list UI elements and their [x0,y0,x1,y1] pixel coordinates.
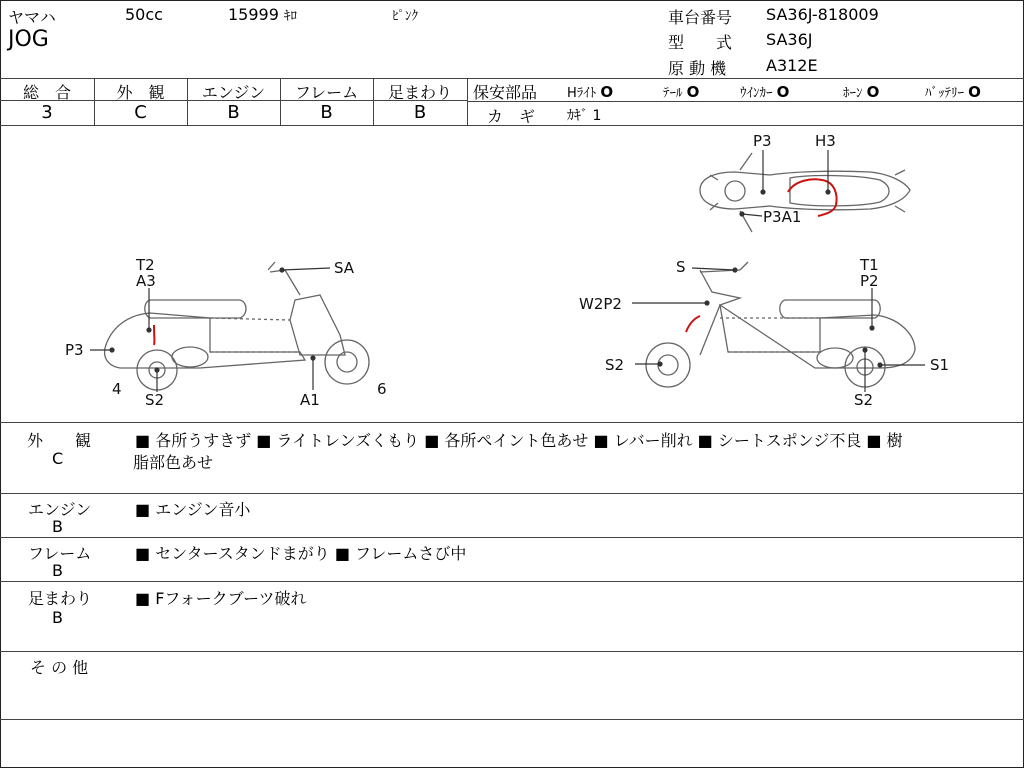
label-t1: T1 [860,256,879,274]
label-h3: H3 [815,132,836,150]
label-a1: A1 [300,391,320,409]
label-4: 4 [112,380,122,398]
label-p3: P3 [753,132,772,150]
frame-no: SA36J-818009 [766,5,879,24]
divider [0,581,1024,582]
grade-total: 3 [41,102,53,123]
label-s2-right-b: S2 [854,391,874,409]
safety-tail: ﾃｰﾙ O [663,83,700,101]
label-s1: S1 [930,356,950,374]
displacement: 50cc [125,5,163,24]
grade-engine: B [227,102,240,123]
scooter-top-view [700,153,910,232]
comment-label-engine: エンジン [28,500,92,519]
divider [0,651,1024,652]
label-t2: T2 [136,256,155,274]
safety-headlight: Hﾗｲﾄ O [567,83,614,101]
grade-frame-label: フレーム [294,83,359,102]
label-s2-left: S2 [145,391,165,409]
maker: ヤマハ [8,8,56,27]
comment-label-frame: フレーム [28,544,92,563]
mileage: 15999 ｷﾛ [228,5,297,24]
label-s: S [676,258,686,276]
comment-label-exterior: 外 観 [27,431,92,450]
safety-horn: ﾎｰﾝ O [843,83,880,101]
damage-mark [686,316,700,332]
divider [0,537,1024,538]
comment-grade-exterior: C [52,449,64,468]
color-value: ﾋﾟﾝｸ [392,9,418,24]
grade-engine-label: エンジン [201,83,266,102]
engine-label: 原 動 機 [668,59,727,78]
safety-battery: ﾊﾞｯﾃﾘｰ O [925,83,981,101]
label-6: 6 [377,380,387,398]
label-a3: A3 [136,272,156,290]
key-value: ｶｷﾞ 1 [567,108,602,124]
grade-suspension-label: 足まわり [387,83,452,102]
comment-grade-frame: B [52,561,63,580]
safety-winker: ｳｲﾝｶｰ O [740,83,790,101]
comment-label-other: そ の 他 [30,658,89,677]
comment-text-suspension: ■ Fフォークブーツ破れ [135,589,307,608]
grade-exterior-label: 外 観 [116,83,165,102]
frame-no-label: 車台番号 [668,8,733,27]
comment-text-exterior-cont: 脂部色あせ [133,453,214,472]
engine-value: A312E [766,56,818,75]
grade-total-label: 総 合 [22,83,71,102]
comment-text-engine: ■ エンジン音小 [135,500,251,519]
grade-suspension: B [413,102,427,123]
label-sa: SA [334,259,355,277]
comment-text-frame: ■ センタースタンドまがり ■ フレームさび中 [135,544,467,563]
safety-label: 保安部品 [473,83,538,102]
comment-grade-suspension: B [52,608,63,627]
type-value: SA36J [766,30,813,49]
comment-grade-engine: B [52,517,63,536]
divider [0,719,1024,720]
key-label: カ ギ [487,107,536,126]
label-p3-left: P3 [65,341,84,359]
divider [0,493,1024,494]
label-p3a1: P3A1 [763,208,802,226]
comment-label-suspension: 足まわり [28,589,93,608]
label-s2-right-a: S2 [605,356,625,374]
comment-text-exterior: ■ 各所うすきず ■ ライトレンズくもり ■ 各所ペイント色あせ ■ レバー削れ ■ シートスポンジ不良 ■ 樹 [135,431,903,450]
model-name: JOG [8,27,49,52]
divider [0,422,1024,423]
label-w2p2: W2P2 [579,295,622,313]
grade-frame: B [320,102,333,123]
label-p2: P2 [860,272,879,290]
grade-exterior: C [134,102,147,123]
type-label: 型 式 [668,33,733,52]
